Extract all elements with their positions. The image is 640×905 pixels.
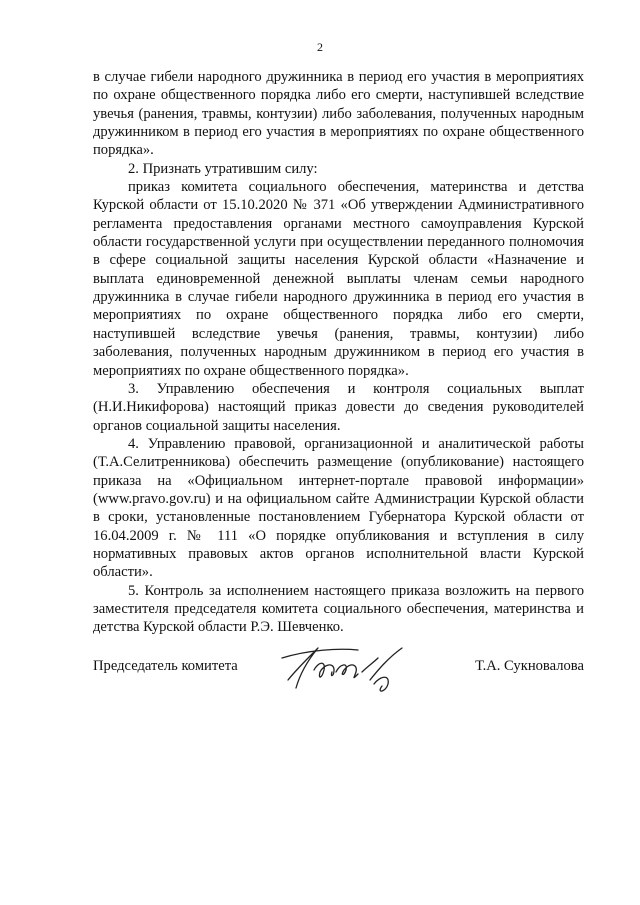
paragraph-item-5: 5. Контроль за исполнением настоящего приказа возложить на первого заместителя председателя комитета социального обеспечения, материнства и детства Курской области Р.Э. Шевченко.: [93, 582, 584, 636]
document-body: [93, 68, 584, 637]
paragraph-item-3: 3. Управлению обеспечения и контроля социальных выплат (Н.И.Никифорова) настоящий приказ довести до сведения руководителей органов социальной защиты населения.: [93, 380, 584, 434]
signature-block: [93, 650, 584, 690]
signatory-name: Т.А. Сукновалова: [475, 658, 584, 674]
page-number: 2: [317, 40, 323, 54]
paragraph-item-2: 2. Признать утратившим силу:: [128, 160, 318, 177]
paragraph-continuation: в случае гибели народного дружинника в период его участия в мероприятиях по охране общественного порядка либо его смерти, наступившей вследствие увечья (ранения, травмы, контузии) либо заболевания, полученных народным дружинником в период его участия в мероприятиях по охране общественного порядка».: [93, 69, 584, 159]
paragraph-repealed-order: приказ комитета социального обеспечения, материнства и детства Курской области от 15.10.2020 № 371 «Об утверждении Административного регламента предоставления органами местного самоуправления Курской области государственной услуги при осуществлении переданного полномочия в сфере социальной защиты населения Курской области «Назначение и выплата единовременной денежной выплаты членам семьи народного дружинника в случае гибели народного дружинника в период его участия в мероприятиях по охране общественного порядка либо его смерти, наступившей вследствие увечья (ранения, травмы, контузии) либо заболевания, полученных народным дружинником в период его участия в мероприятиях по охране общественного порядка».: [93, 179, 584, 379]
signatory-title: Председатель комитета: [93, 658, 238, 674]
paragraph-item-4: 4. Управлению правовой, организационной и аналитической работы (Т.А.Селитренникова) обеспечить размещение (опубликование) настоящего приказа на «Официальном интернет-портале правовой информации» (www.pravo.gov.ru) и на официальном сайте Администрации Курской области в сроки, установленные постановлением Губернатора Курской области от 16.04.2009 г. № 111 «О порядке опубликования и вступления в силу нормативных правовых актов органов исполнительной власти Курской области».: [93, 435, 584, 581]
handwritten-signature: [278, 640, 428, 700]
